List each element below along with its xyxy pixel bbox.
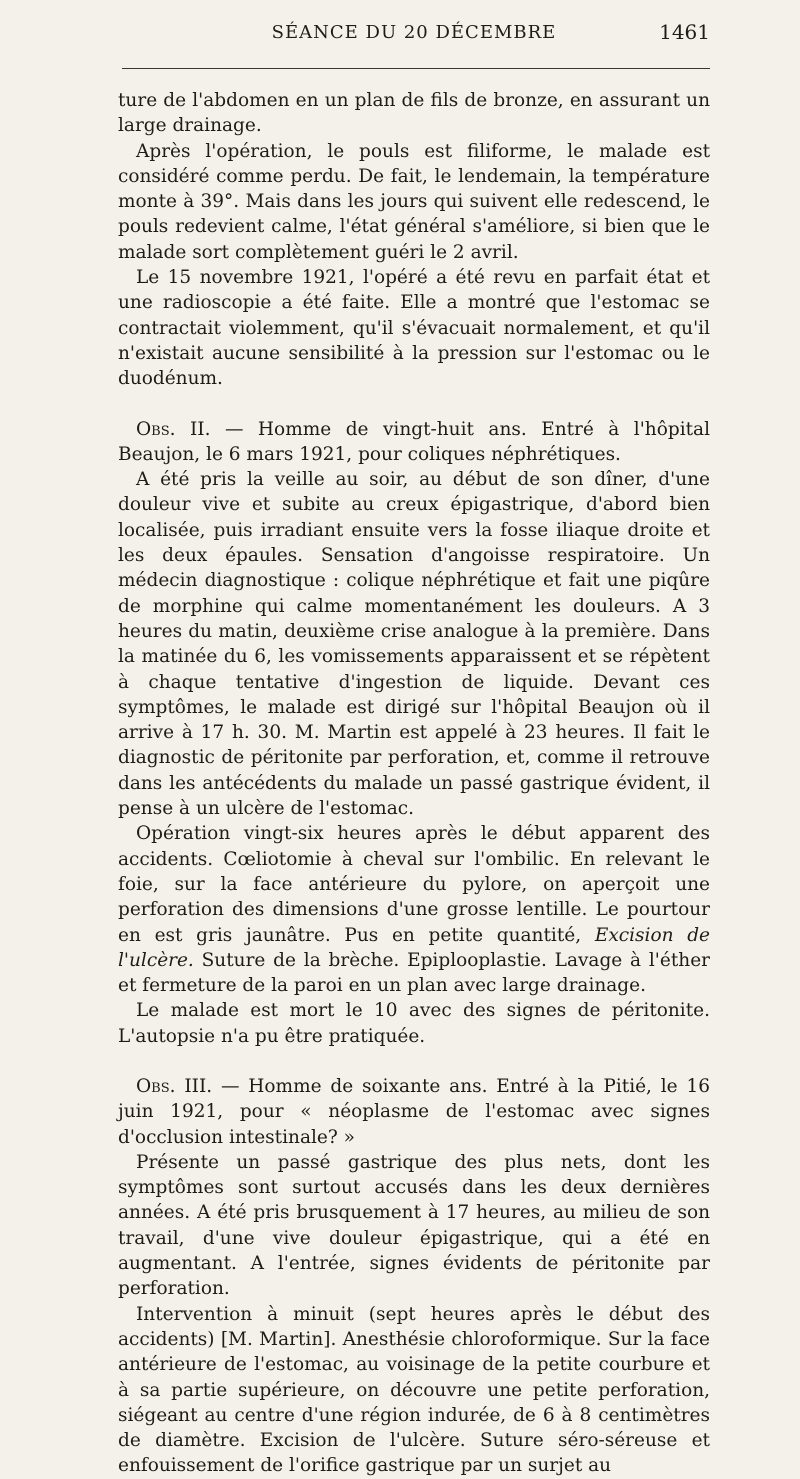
italic-run: Excision de l'ulcère. [118, 924, 710, 971]
observation-3-heading [118, 1074, 710, 1150]
obs-label: Obs. III. [136, 1075, 213, 1097]
paragraph: Le 15 novembre 1921, l'opéré a été revu en parfait état et une radioscopie a été faite. Elle a montré que l'estomac se contractait violemment, qu'il s'évacuait normalement, et qu'il n'existait aucune sensibilité à la pression sur l'estomac ou le duodénum. [118, 267, 710, 390]
paragraph: A été pris la veille au soir, au début de son dîner, d'une douleur vive et subite au creux épigastrique, d'abord bien localisée, puis irradiant ensuite vers la fosse iliaque droite et les deux épaules. Sensation d'angoisse respiratoire. Un médecin diagnostique : colique néphrétique et fait une piqûre de morphine qui calme momentanément les douleurs. A 3 heures du matin, deuxième crise analogue à la première. Dans la matinée du 6, les vomissements apparaissent et se répètent à chaque tentative d'ingestion de liquide. Devant ces symptômes, le malade est dirigé sur l'hôpital Beaujon où il arrive à 17 h. 30. M. Martin est appelé à 23 heures. Il fait le diagnostic de péritonite par perforation, et, comme il retrouve dans les antécédents du malade un passé gastrique évident, il pense à un ulcère de l'estomac. [118, 469, 710, 820]
paragraph: Présente un passé gastrique des plus nets, dont les symptômes sont surtout accusés dans les deux dernières années. A été pris brusquement à 17 heures, au milieu de son travail, d'une vive douleur épigastrique, qui a été en augmentant. A l'entrée, signes évidents de péritonite par perforation. [118, 1151, 710, 1300]
obs-label: Obs. II. [136, 418, 211, 440]
paragraph: Intervention à minuit (sept heures après le début des accidents) [M. Martin]. Anesthésie chloroformique. Sur la face antérieure de l'estomac, au voisinage de la petite courbure et à sa partie supérieure, on découvre une petite perforation, siégeant au centre d'une région indurée, de 6 à 8 centimètres de diamètre. Excision de l'ulcère. Suture séro-séreuse et enfouissement de l'orifice gastrique par un surjet au [118, 1303, 710, 1477]
paragraph: ture de l'abdomen en un plan de fils de bronze, en assurant un large drainage. [118, 90, 710, 137]
page-number: 1461 [659, 20, 710, 44]
header-title: SÉANCE DU 20 DÉCEMBRE [271, 22, 557, 43]
body-text [118, 88, 710, 1479]
paragraph [118, 821, 710, 998]
obs-intro: — Homme de vingt-huit ans. Entré à l'hôpital Beaujon, le 6 mars 1921, pour coliques néphrétiques. [118, 418, 710, 465]
paragraph: Le malade est mort le 10 avec des signes de péritonite. L'autopsie n'a pu être pratiquée. [118, 1000, 710, 1047]
text-run: Suture de la brèche. Epiplooplastie. Lavage à l'éther et fermeture de la paroi en un plan avec large drainage. [118, 949, 710, 997]
paragraph: Après l'opération, le pouls est filiforme, le malade est considéré comme perdu. De fait, le lendemain, la température monte à 39°. Mais dans les jours qui suivent elle redescend, le pouls redevient calme, l'état général s'améliore, si bien que le malade sort complètement guéri le 2 avril. [118, 140, 710, 263]
header-rule [122, 68, 710, 69]
observation-2-heading [118, 417, 710, 468]
running-header [118, 22, 710, 52]
obs-intro: — Homme de soixante ans. Entré à la Pitié, le 16 juin 1921, pour « néoplasme de l'estomac avec signes d'occlusion intestinale? » [118, 1075, 710, 1148]
text-run: Opération vingt-six heures après le début apparent des accidents. Cœliotomie à cheval sur l'ombilic. En relevant le foie, sur la face antérieure du pylore, on aperçoit une perforation des dimensions d'une grosse lentille. Le pourtour en est gris jaunâtre. Pus en petite quantité, [118, 823, 710, 946]
